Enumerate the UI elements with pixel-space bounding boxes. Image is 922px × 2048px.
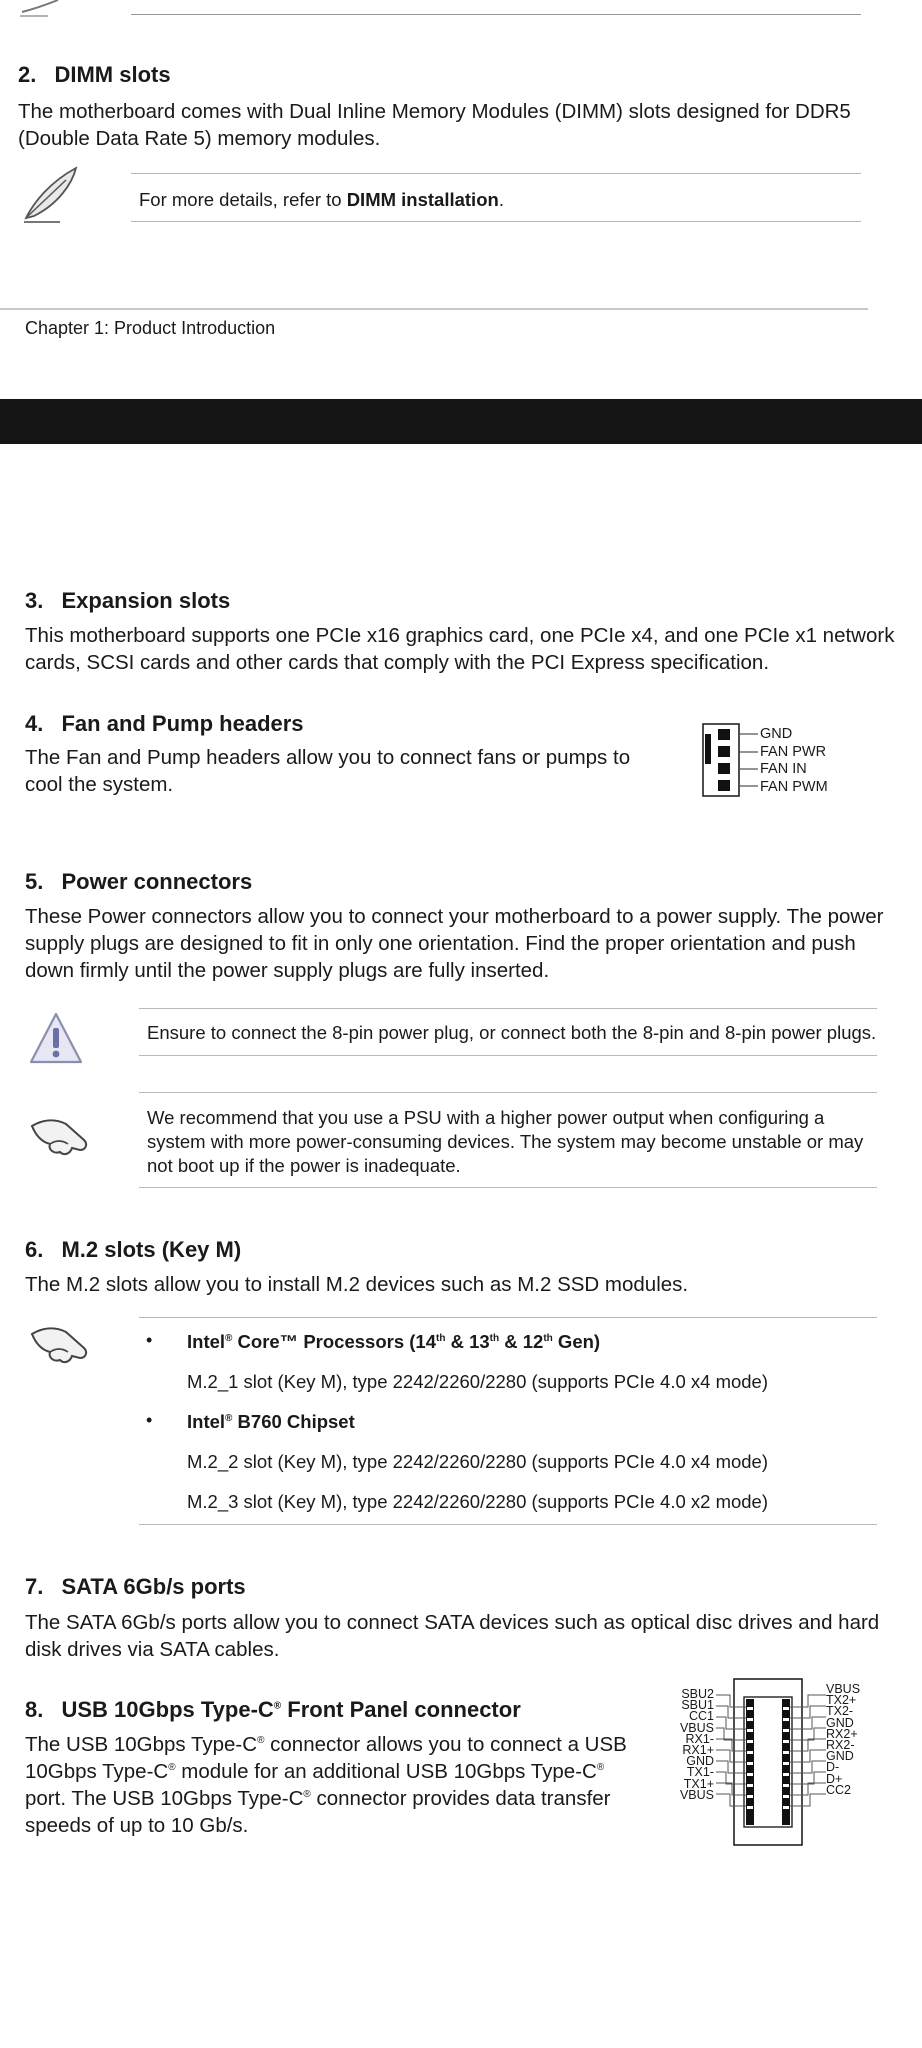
typec-pin-rx1-minus: RX1- <box>685 1731 714 1746</box>
m2-bullet-2-title: Intel® B760 Chipset <box>187 1411 355 1432</box>
note-bottom-rule <box>131 221 861 222</box>
typec-pin-d-minus: D- <box>826 1760 840 1775</box>
m2-slot-1-line: M.2_1 slot (Key M), type 2242/2260/2280 (supports PCIe 4.0 x4 mode) <box>187 1371 769 1392</box>
fan-pin-fan-pwm: FAN PWM <box>760 778 828 795</box>
section-2-title: DIMM slots <box>54 62 171 87</box>
note-1-top-rule <box>139 1092 877 1093</box>
section-6-body: The M.2 slots allow you to install M.2 devices such as M.2 SSD modules. <box>25 1273 689 1296</box>
typec-pin-vbus-left-2: VBUS <box>679 1787 714 1802</box>
section-7-body: The SATA 6Gb/s ports allow you to connect SATA devices such as optical disc drives and hard disk drives via SATA cables. <box>25 1611 880 1661</box>
typec-pin-gnd-right-1: GND <box>826 1715 854 1730</box>
section-4-title: Fan and Pump headers <box>61 711 304 736</box>
caution-top-rule <box>139 1008 877 1009</box>
section-4-body: The Fan and Pump headers allow you to connect fans or pumps to cool the system. <box>25 746 631 796</box>
typec-pin-tx1-minus: TX1- <box>686 1765 714 1780</box>
typec-pin-rx2-plus: RX2+ <box>826 1726 858 1741</box>
typec-left-pin-labels <box>662 1689 714 1801</box>
dimm-note <box>139 188 504 212</box>
section-5-body: These Power connectors allow you to connect your motherboard to a power supply. The power supply plugs are designed to fit in only one orientation. Find the proper orientation and push down firmly until the power supply plugs are fully inserted. <box>25 905 884 982</box>
m2-bullet-1-marker: • <box>146 1330 153 1350</box>
section-8-body: The USB 10Gbps Type-C® connector allows you to connect a USB 10Gbps Type-C® module for an additional USB 10Gbps Type-C® port. The USB 10Gbps Type-C® connector provides data transfer speeds of up to 10 Gb/s. <box>25 1733 627 1837</box>
section-6-title: M.2 slots (Key M) <box>61 1237 242 1262</box>
hand-note-icon-1 <box>28 1110 92 1160</box>
section-4-heading <box>25 711 304 737</box>
fan-pin-fan-pwr: FAN PWR <box>760 743 827 760</box>
top-divider <box>131 14 861 15</box>
typec-pin-cc1: CC1 <box>688 1709 714 1724</box>
caution-bottom-rule <box>139 1055 877 1056</box>
psu-note-text: We recommend that you use a PSU with a higher power output when configuring a system with more power-consuming devices. The system may become unstable or may not boot up if the power is inadequate. <box>147 1107 864 1176</box>
footer-rule <box>0 308 868 310</box>
typec-pin-d-plus: D+ <box>826 1771 843 1786</box>
typec-pin-gnd-right-2: GND <box>826 1749 854 1764</box>
page-break-band <box>0 399 922 444</box>
section-8-title: USB 10Gbps Type-C® Front Panel connector <box>61 1697 521 1722</box>
dimm-note-suffix: . <box>498 189 504 210</box>
fan-pin-lines <box>740 722 760 798</box>
section-6-number: 6. <box>25 1237 44 1262</box>
typec-pin-rx1-plus: RX1+ <box>682 1743 714 1758</box>
dimm-note-text: For more details, refer to <box>139 189 347 210</box>
section-7-title: SATA 6Gb/s ports <box>61 1574 246 1599</box>
chapter-footer: Chapter 1: Product Introduction <box>25 318 276 338</box>
section-7-number: 7. <box>25 1574 44 1599</box>
dimm-installation-ref: DIMM installation <box>346 189 499 210</box>
typec-pin-rx2-minus: RX2- <box>826 1738 855 1753</box>
typec-pin-tx1-plus: TX1+ <box>683 1776 714 1791</box>
typec-pin-gnd-left: GND <box>686 1754 714 1769</box>
section-2-body: The motherboard comes with Dual Inline Memory Modules (DIMM) slots designed for DDR5 (Double Data Rate 5) memory modules. <box>18 100 851 150</box>
section-6-heading <box>25 1237 241 1263</box>
m2-bullet-2-marker: • <box>146 1410 153 1430</box>
caution-icon <box>28 1010 84 1066</box>
section-3-heading <box>25 588 230 614</box>
fan-pin-fan-in: FAN IN <box>760 761 807 777</box>
typec-right-pin-labels <box>826 1684 878 1796</box>
section-5-title: Power connectors <box>61 869 253 894</box>
m2-slot-3-line: M.2_3 slot (Key M), type 2242/2260/2280 (supports PCIe 4.0 x2 mode) <box>187 1491 769 1512</box>
m2-slot-2-line: M.2_2 slot (Key M), type 2242/2260/2280 (supports PCIe 4.0 x4 mode) <box>187 1451 769 1472</box>
typec-pin-cc2: CC2 <box>826 1782 852 1797</box>
typec-pin-vbus-left-1: VBUS <box>679 1720 714 1735</box>
typec-pin-tx2-plus: TX2+ <box>826 1693 857 1708</box>
section-8-heading <box>25 1697 521 1723</box>
typec-pin-sbu1: SBU1 <box>681 1698 714 1713</box>
fan-pin-gnd: GND <box>760 726 793 742</box>
section-2-heading <box>18 62 171 88</box>
section-4-number: 4. <box>25 711 44 736</box>
m2-top-rule <box>139 1317 877 1318</box>
section-8-number: 8. <box>25 1697 44 1722</box>
section-2-number: 2. <box>18 62 37 87</box>
section-5-number: 5. <box>25 869 44 894</box>
section-3-body: This motherboard supports one PCIe x16 graphics card, one PCIe x4, and one PCIe x1 network cards, SCSI cards and other cards that comply with the PCI Express specification. <box>25 624 895 674</box>
note-1-bottom-rule <box>139 1187 877 1188</box>
section-7-heading <box>25 1574 246 1600</box>
section-3-number: 3. <box>25 588 44 613</box>
fan-pin-labels <box>760 726 828 796</box>
typec-connector-diagram <box>716 1677 826 1849</box>
typec-pin-tx2-minus: TX2- <box>826 1704 854 1719</box>
m2-bottom-rule <box>139 1524 877 1525</box>
note-top-rule <box>131 173 861 174</box>
typec-pin-sbu2: SBU2 <box>681 1687 714 1701</box>
fan-header-diagram <box>702 722 740 798</box>
typec-pin-vbus-right: VBUS <box>826 1682 861 1696</box>
m2-bullet-1-title: Intel® Core™ Processors (14th & 13th & 12th Gen) <box>187 1331 601 1352</box>
section-5-heading <box>25 869 252 895</box>
top-feather-icon-partial <box>18 0 68 18</box>
hand-note-icon-2 <box>28 1318 92 1368</box>
feather-note-icon <box>20 164 82 226</box>
caution-text: Ensure to connect the 8-pin power plug, or connect both the 8-pin and 8-pin power plugs. <box>147 1022 877 1043</box>
section-3-title: Expansion slots <box>61 588 231 613</box>
